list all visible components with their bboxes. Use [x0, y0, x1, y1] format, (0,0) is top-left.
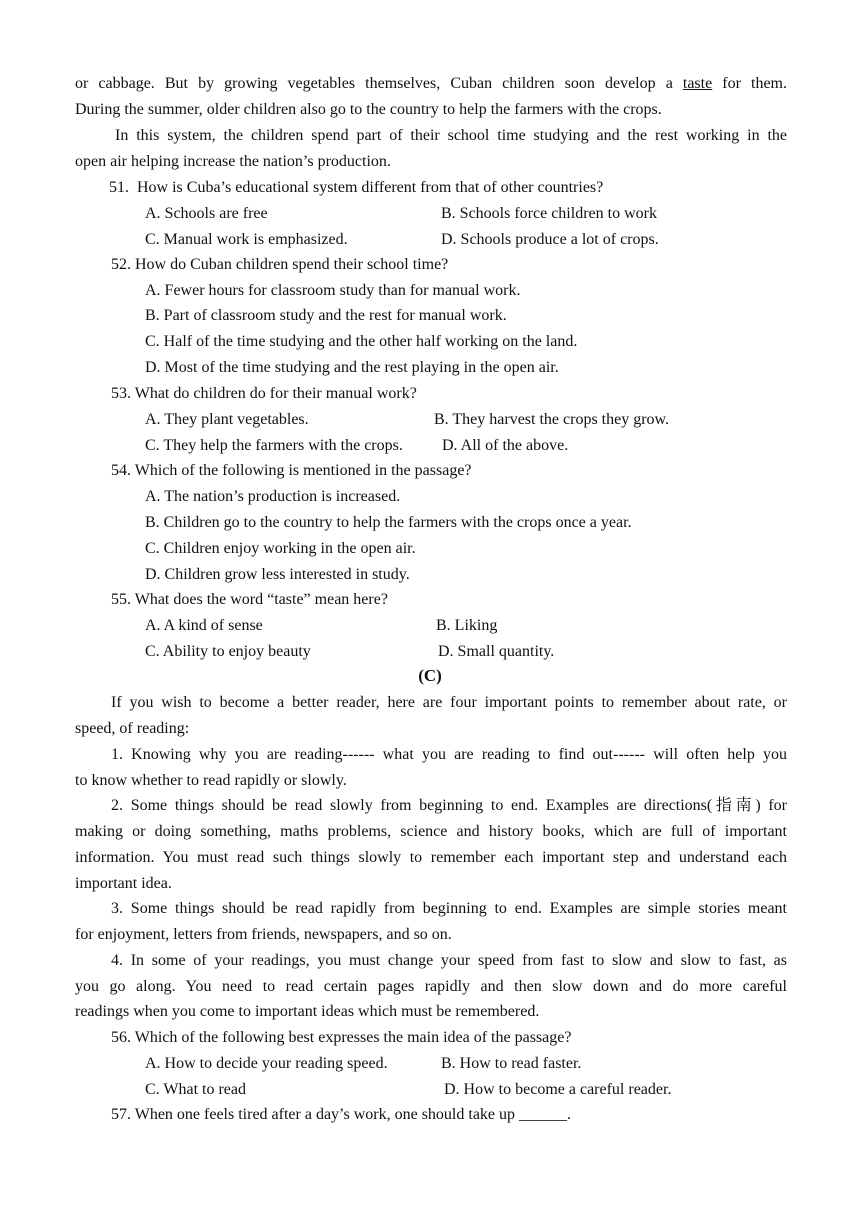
option-53-b: B. They harvest the crops they grow.	[434, 411, 670, 428]
option-54-b: B. Children go to the country to help the farmers with the crops once a year.	[145, 514, 632, 531]
passage-c-p5-line-2: you go along. You need to read certain pages rapidly and then slow down and do more careful	[75, 978, 787, 995]
passage-text: or cabbage. But by growing vegetables themselves, Cuban children soon develop a	[75, 75, 683, 92]
passage-c-p3-line-4: important idea.	[75, 875, 172, 892]
underlined-word-taste: taste	[682, 75, 713, 92]
passage-text: for them.	[712, 75, 788, 92]
passage-c-p1-line-1: If you wish to become a better reader, here are four important points to remember about rate, or	[111, 694, 787, 711]
option-54-c: C. Children enjoy working in the open air.	[145, 540, 416, 557]
question-57: 57. When one feels tired after a day’s work, one should take up ______.	[111, 1106, 572, 1123]
question-54: 54. Which of the following is mentioned in the passage?	[111, 462, 472, 479]
section-heading: (C)	[418, 666, 442, 685]
option-51-a: A. Schools are free	[145, 205, 268, 222]
passage-c-p1-line-2: speed, of reading:	[75, 720, 190, 737]
passage-c-p3-line-2: making or doing something, maths problems, science and history books, which are full of important	[75, 823, 787, 840]
question-53: 53. What do children do for their manual work?	[111, 385, 417, 402]
option-54-d: D. Children grow less interested in study.	[145, 566, 410, 583]
option-52-b: B. Part of classroom study and the rest for manual work.	[145, 307, 507, 324]
passage-c-p2-line-1: 1. Knowing why you are reading------ what you are reading to find out------ will often help you	[111, 746, 787, 763]
question-51: 51. How is Cuba’s educational system different from that of other countries?	[109, 179, 604, 196]
passage-c-p4-line-1: 3. Some things should be read rapidly from beginning to end. Examples are simple stories meant	[111, 900, 787, 917]
option-52-c: C. Half of the time studying and the other half working on the land.	[145, 333, 578, 350]
passage-c-p5-line-3: readings when you come to important ideas which must be remembered.	[75, 1003, 540, 1020]
option-56-c: C. What to read	[145, 1081, 247, 1098]
passage-c-p3-line-1: 2. Some things should be read slowly from beginning to end. Examples are directions(指南) for	[111, 797, 787, 814]
passage-c-p5-line-1: 4. In some of your readings, you must change your speed from fast to slow and slow to fast, as	[111, 952, 787, 969]
option-54-a: A. The nation’s production is increased.	[145, 488, 401, 505]
option-55-c: C. Ability to enjoy beauty	[145, 643, 311, 660]
option-51-b: B. Schools force children to work	[441, 205, 657, 222]
option-51-d: D. Schools produce a lot of crops.	[441, 231, 659, 248]
option-52-d: D. Most of the time studying and the rest playing in the open air.	[145, 359, 559, 376]
option-51-c: C. Manual work is emphasized.	[145, 231, 348, 248]
option-53-c: C. They help the farmers with the crops.	[145, 437, 403, 454]
option-56-a: A. How to decide your reading speed.	[145, 1055, 388, 1072]
passage-b-line-1	[75, 74, 787, 94]
passage-b-line-4: open air helping increase the nation’s production.	[75, 153, 391, 170]
option-56-b: B. How to read faster.	[441, 1055, 582, 1072]
option-55-a: A. A kind of sense	[145, 617, 263, 634]
option-55-d: D. Small quantity.	[438, 643, 555, 660]
option-56-d: D. How to become a careful reader.	[444, 1081, 672, 1098]
option-53-a: A. They plant vegetables.	[145, 411, 309, 428]
passage-c-p4-line-2: for enjoyment, letters from friends, newspapers, and so on.	[75, 926, 452, 943]
passage-b-line-2: During the summer, older children also go to the country to help the farmers with the crops.	[75, 101, 662, 118]
passage-b-line-3: In this system, the children spend part of their school time studying and the rest working in the	[115, 127, 787, 144]
option-53-d: D. All of the above.	[442, 437, 569, 454]
option-52-a: A. Fewer hours for classroom study than for manual work.	[145, 282, 521, 299]
question-52: 52. How do Cuban children spend their school time?	[111, 256, 449, 273]
question-56: 56. Which of the following best expresses the main idea of the passage?	[111, 1029, 572, 1046]
passage-c-p3-line-3: information. You must read such things slowly to remember each important step and understand each	[75, 849, 787, 866]
passage-c-p2-line-2: to know whether to read rapidly or slowly.	[75, 772, 347, 789]
question-55: 55. What does the word “taste” mean here?	[111, 591, 388, 608]
option-55-b: B. Liking	[436, 617, 498, 634]
